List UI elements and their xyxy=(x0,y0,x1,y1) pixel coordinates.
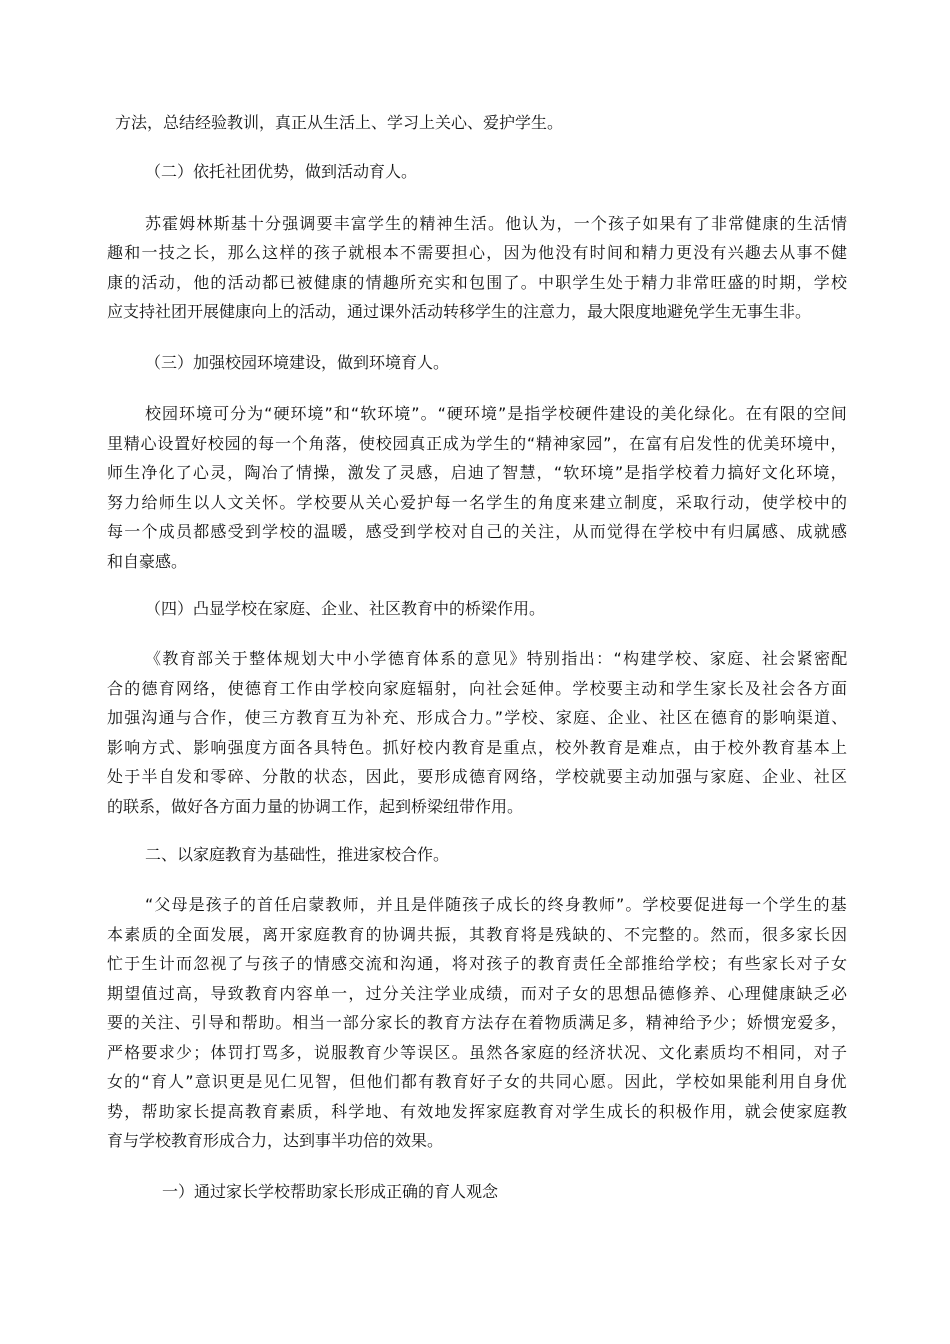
text-line: 二、以家庭教育为基础性，推进家校合作。 xyxy=(145,845,450,864)
text-line: 和自豪感。 xyxy=(107,552,188,571)
text-line: 期望值过高，导致教育内容单一，过分关注学业成绩，而对子女的思想品德修养、心理健康缺乏必 xyxy=(107,984,849,1003)
text-line: 忙于生计而忽视了与孩子的情感交流和沟通，将对孩子的教育责任全部推给学校；有些家长对子女 xyxy=(107,954,849,973)
text-line: 一）通过家长学校帮助家长形成正确的育人观念 xyxy=(162,1182,499,1201)
text-line: 育与学校教育形成合力，达到事半功倍的效果。 xyxy=(107,1131,444,1150)
text-line: 每一个成员都感受到学校的温暖，感受到学校对自己的关注，从而觉得在学校中有归属感、成就感 xyxy=(107,522,849,541)
text-line: 的联系，做好各方面力量的协调工作，起到桥梁纽带作用。 xyxy=(107,797,524,816)
text-line: 合的德育网络，使德育工作由学校向家庭辐射，向社会延伸。学校要主动和学生家长及社会各方面 xyxy=(107,679,849,698)
text-line: （三）加强校园环境建设，做到环境育人。 xyxy=(145,353,450,372)
text-line: 康的活动，他的活动都已被健康的情趣所充实和包围了。中职学生处于精力非常旺盛的时期，学校 xyxy=(107,273,849,292)
text-line: 努力给师生以人文关怀。学校要从关心爱护每一名学生的角度来建立制度，采取行动，使学校中的 xyxy=(107,493,849,512)
text-line: 苏霍姆林斯基十分强调要丰富学生的精神生活。他认为，一个孩子如果有了非常健康的生活情 xyxy=(145,214,849,233)
text-line: 影响方式、影响强度方面各具特色。抓好校内教育是重点，校外教育是难点，由于校外教育基本上 xyxy=(107,738,849,757)
text-line: 校园环境可分为“硬环境”和“软环境”。“硬环境”是指学校硬件建设的美化绿化。在有限的空间 xyxy=(145,404,848,423)
text-line: 加强沟通与合作，使三方教育互为补充、形成合力。”学校、家庭、企业、社区在德育的影响渠道、 xyxy=(107,708,849,727)
text-line: （二）依托社团优势，做到活动育人。 xyxy=(145,162,418,181)
text-line: 方法，总结经验教训，真正从生活上、学习上关心、爱护学生。 xyxy=(115,113,564,132)
text-line: 处于半自发和零碎、分散的状态，因此，要形成德育网络，学校就要主动加强与家庭、企业、社区 xyxy=(107,767,849,786)
text-line: 师生净化了心灵，陶冶了情操，激发了灵感，启迪了智慧，“软环境”是指学校着力搞好文化环境， xyxy=(107,463,848,482)
text-line: 女的“育人”意识更是见仁见智，但他们都有教育好子女的共同心愿。因此，学校如果能利用自身优 xyxy=(107,1072,848,1091)
text-line: 势，帮助家长提高教育素质，科学地、有效地发挥家庭教育对学生成长的积极作用，就会使家庭教 xyxy=(107,1102,849,1121)
text-line: 《教育部关于整体规划大中小学德育体系的意见》特别指出：“构建学校、家庭、社会紧密配 xyxy=(145,649,849,668)
text-line: 趣和一技之长，那么这样的孩子就根本不需要担心，因为他没有时间和精力更没有兴趣去从事不健 xyxy=(107,243,849,262)
text-line: 严格要求少；体罚打骂多，说服教育少等误区。虽然各家庭的经济状况、文化素质均不相同，对子 xyxy=(107,1043,849,1062)
text-line: 本素质的全面发展，离开家庭教育的协调共振，其教育将是残缺的、不完整的。然而，很多家长因 xyxy=(107,925,849,944)
text-line: （四）凸显学校在家庭、企业、社区教育中的桥梁作用。 xyxy=(145,599,546,618)
text-line: 要的关注、引导和帮助。相当一部分家长的教育方法存在着物质满足多，精神给予少；娇惯宠爱多， xyxy=(107,1013,848,1032)
text-line: 里精心设置好校园的每一个角落，使校园真正成为学生的“精神家园”，在富有启发性的优美环境中， xyxy=(107,434,848,453)
text-line: “父母是孩子的首任启蒙教师，并且是伴随孩子成长的终身教师”。学校要促进每一个学生的基 xyxy=(145,895,848,914)
text-line: 应支持社团开展健康向上的活动，通过课外活动转移学生的注意力，最大限度地避免学生无事生非。 xyxy=(107,302,812,321)
